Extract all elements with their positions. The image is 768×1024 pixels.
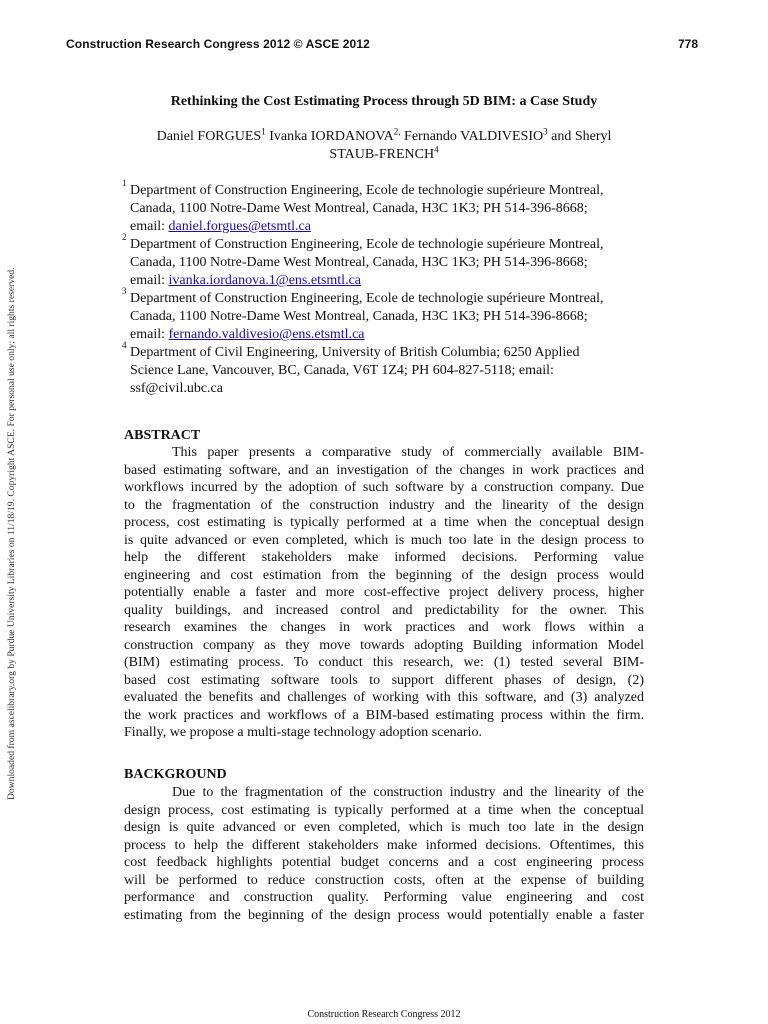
abstract-line: based estimating software, and an investigation of the changes in work practices and <box>124 462 644 478</box>
background-line: performance and construction quality. Performing value engineering and cost <box>124 890 644 905</box>
affiliation-email-line <box>130 326 662 344</box>
paper-title: Rethinking the Cost Estimating Process through 5D BIM: a Case Study <box>170 94 598 109</box>
background-line: Due to the fragmentation of the construction industry and the linearity of the <box>172 785 644 800</box>
abstract-line: help the different stakeholders make informed decisions. Performing value <box>124 550 644 565</box>
author-sup: 1 <box>261 126 266 137</box>
email-label: email: <box>130 219 169 234</box>
abstract-line: based cost estimating software tools to support different phases of design, (2) <box>124 672 644 688</box>
abstract-line: the work practices and workflows of a BIM-based estimating process within the firm. <box>124 707 644 723</box>
author-name: STAUB-FRENCH <box>329 147 435 162</box>
affiliation-line: Canada, 1100 Notre-Dame West Montreal, Canada, H3C 1K3; PH 514-396-8668; <box>130 255 588 270</box>
download-notice: Downloaded from ascelibrary.org by Purdue University Libraries on 11/18/19. Copyright ASCE. For personal use only; all rights reserved. <box>6 267 17 800</box>
background-body <box>124 784 644 924</box>
abstract-line: workflows incurred by the adoption of such software by a construction company. Due <box>124 480 644 495</box>
affiliation-marker: 1 <box>122 178 127 188</box>
background-line: estimating from the beginning of the design process would potentially enable a faster <box>124 907 644 923</box>
email-link[interactable]: daniel.forgues@etsmtl.ca <box>168 219 311 234</box>
affiliation-1 <box>122 178 662 236</box>
affiliation-line: Department of Civil Engineering, University of British Columbia; 6250 Applied <box>130 345 580 360</box>
abstract-line: process, cost estimating is typically performed at a time when the conceptual design <box>124 515 644 530</box>
abstract-line: evaluated the benefits and challenges of working with this software, and (3) analyzed <box>124 690 644 705</box>
affiliation-2 <box>122 232 662 290</box>
affiliation-marker: 4 <box>122 340 127 350</box>
abstract-line: This paper presents a comparative study of commercially available BIM- <box>172 445 644 460</box>
abstract-line: (BIM) estimating process. To conduct this research, we: (1) tested several BIM- <box>124 655 644 670</box>
abstract-body <box>124 444 644 742</box>
email-label: email: <box>130 327 169 342</box>
abstract-line: construction company as they move towards adopting Building information Model <box>124 637 644 653</box>
background-heading: BACKGROUND <box>124 767 227 782</box>
affiliation-line: Department of Construction Engineering, Ecole de technologie supérieure Montreal, <box>130 291 604 306</box>
author-sup: 4 <box>434 144 439 155</box>
abstract-line: potentially enable a faster and more cost-effective project delivery process, higher <box>124 585 644 600</box>
abstract-line: to the fragmentation of the construction industry and the linearity of the design <box>124 497 644 513</box>
email-link[interactable]: fernando.valdivesio@ens.etsmtl.ca <box>168 327 365 342</box>
abstract-line: is quite advanced or even completed, which is much too late in the design process to <box>124 532 644 548</box>
page-footer: Construction Research Congress 2012 <box>307 1009 461 1020</box>
background-line: design is quite advanced or even completed, which is much too late in the design <box>124 820 644 835</box>
background-line: design process, cost estimating is typically performed at a time when the conceptual <box>124 802 644 818</box>
abstract-heading: ABSTRACT <box>124 428 201 443</box>
author-name: Ivanka IORDANOVA <box>269 129 394 144</box>
email-link[interactable]: ivanka.iordanova.1@ens.etsmtl.ca <box>168 273 361 288</box>
abstract-line: research examines the changes in work practices and work flows within a <box>124 620 644 635</box>
affiliation-list <box>122 178 662 398</box>
abstract-line: quality buildings, and increased control and predictability for the owner. This <box>124 602 644 618</box>
author-sup: 2, <box>393 126 401 137</box>
affiliation-email-line <box>130 272 662 290</box>
abstract-line: Finally, we propose a multi-stage technology adoption scenario. <box>124 725 482 740</box>
author-name: Fernando VALDIVESIO <box>404 129 544 144</box>
background-line: cost feedback highlights potential budget concerns and a cost engineering process <box>124 855 644 870</box>
abstract-line: engineering and cost estimation from the beginning of the design process would <box>124 567 644 583</box>
author-name: Daniel FORGUES <box>156 129 262 144</box>
email-label: email: <box>130 273 169 288</box>
background-line: process to help the different stakeholders make informed decisions. Oftentimes, this <box>124 837 644 853</box>
affiliation-line: ssf@civil.ubc.ca <box>130 381 223 396</box>
author-name: and Sheryl <box>551 129 612 144</box>
author-list <box>124 128 644 164</box>
affiliation-marker: 2 <box>122 232 127 242</box>
affiliation-line: Canada, 1100 Notre-Dame West Montreal, Canada, H3C 1K3; PH 514-396-8668; <box>130 201 588 216</box>
affiliation-line: Canada, 1100 Notre-Dame West Montreal, Canada, H3C 1K3; PH 514-396-8668; <box>130 309 588 324</box>
running-header: Construction Research Congress 2012 © ASCE 2012 <box>66 37 370 51</box>
affiliation-marker: 3 <box>122 286 127 296</box>
affiliation-3 <box>122 286 662 344</box>
affiliation-line: Department of Construction Engineering, Ecole de technologie supérieure Montreal, <box>130 237 604 252</box>
author-sup: 3 <box>543 126 548 137</box>
background-line: will be performed to reduce construction costs, often at the expense of building <box>124 872 644 888</box>
affiliation-email-line <box>130 218 662 236</box>
affiliation-4 <box>122 340 662 398</box>
affiliation-line: Science Lane, Vancouver, BC, Canada, V6T 1Z4; PH 604-827-5118; email: <box>130 363 554 378</box>
affiliation-line: Department of Construction Engineering, Ecole de technologie supérieure Montreal, <box>130 183 604 198</box>
page-number: 778 <box>677 37 698 51</box>
